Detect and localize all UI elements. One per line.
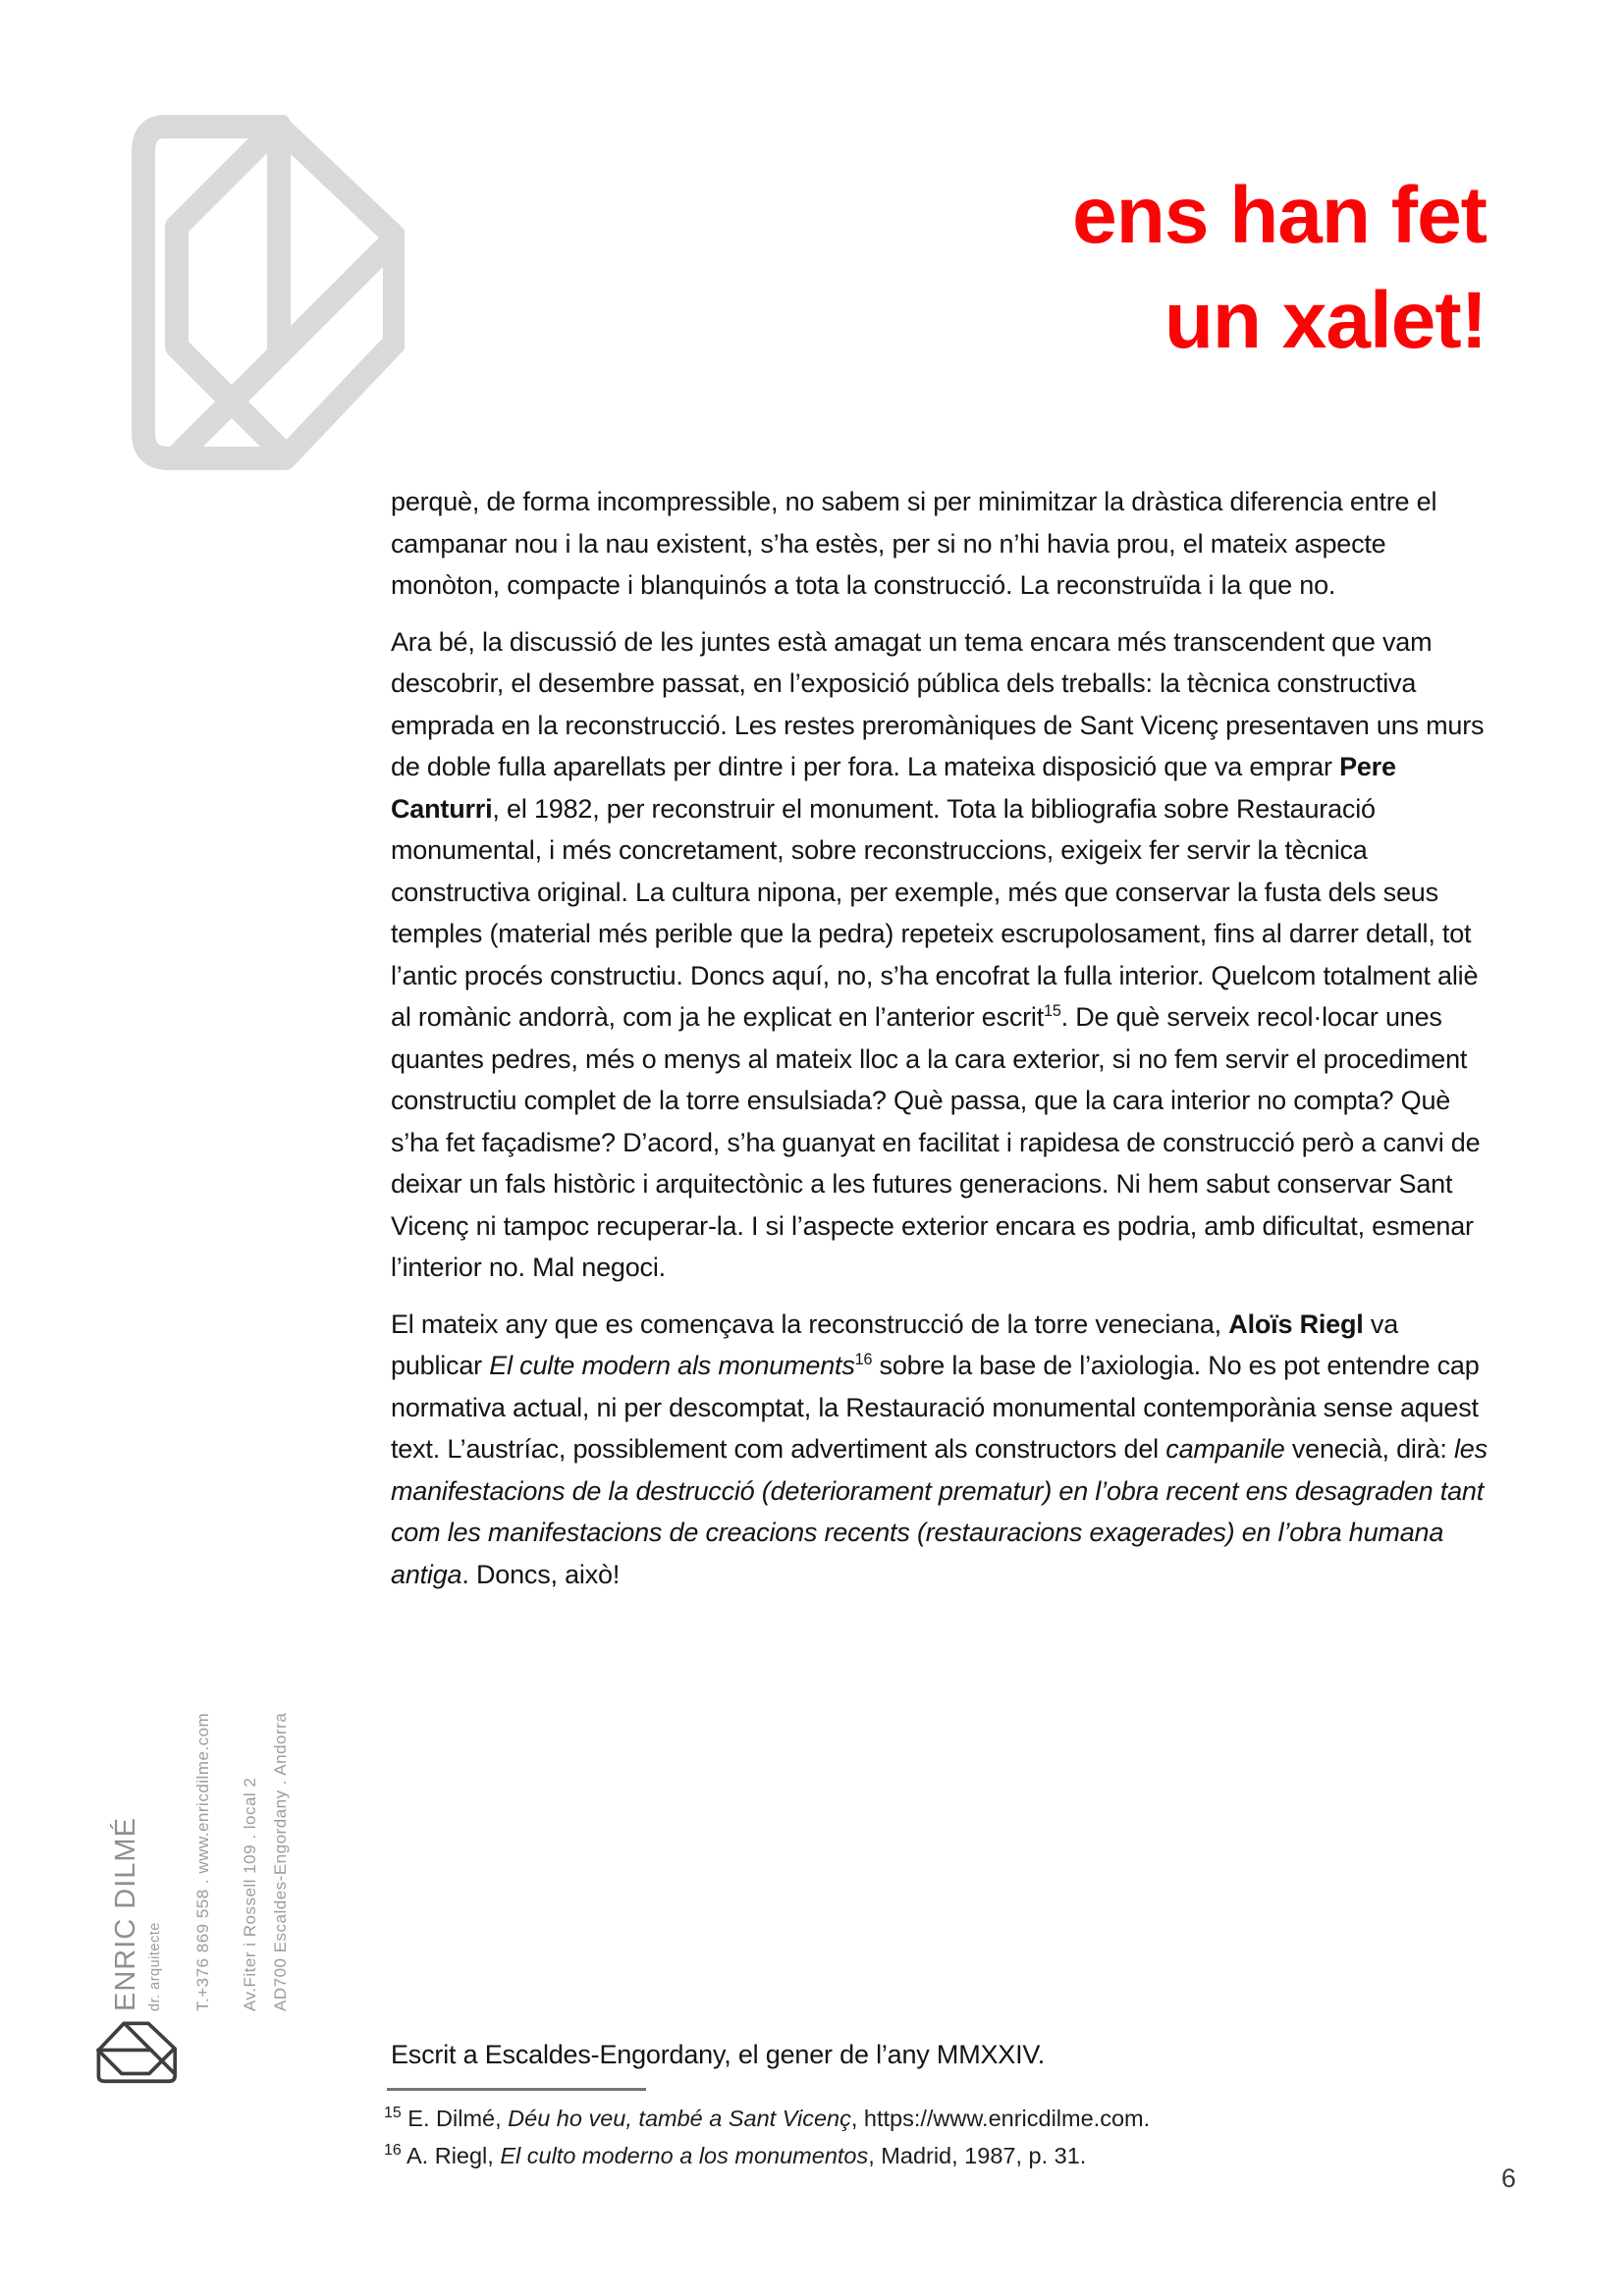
footnote-16-number: 16 bbox=[384, 2141, 402, 2159]
sidebar-architect-name: ENRIC DILMÉ bbox=[110, 1817, 141, 2011]
page-title bbox=[1072, 163, 1487, 373]
page-number: 6 bbox=[1500, 2163, 1516, 2193]
enric-dilme-logo-small-icon bbox=[95, 2021, 180, 2084]
enric-dilme-logo-watermark-icon bbox=[132, 115, 405, 476]
paragraph-3: El mateix any que es començava la reconstrucció de la torre veneciana, Aloïs Riegl va publicar El culte modern als monuments$^{16}$ sobre la base de l’axiologia. No es pot entendre cap normativa actual, ni per descomptat, la Restauració monumental contemporània sense aquest text. L’austríac, possiblement com advertiment als constructors del campanile venecià, dirà: les manifestacions de la destrucció (deteriorament prematur) en l’obra recent ens desagraden tant com les manifestacions de creacions recents (restauracions exagerades) en l’obra humana antiga. Doncs, això! bbox=[391, 1308, 1488, 1589]
body-text bbox=[391, 481, 1488, 1610]
footnotes bbox=[384, 2101, 1150, 2174]
paragraph-2: Ara bé, la discussió de les juntes està amagat un tema encara més transcendent que vam descobrir, el desembre passat, en l’exposició pública dels treballs: la tècnica constructiva emprada en la reconstrucció. Les restes preromàniques de Sant Vicenç presentaven uns murs de doble fulla aparellats per dintre i per fora. La mateixa disposició que va emprar Pere Canturri, el 1982, per reconstruir el monument. Tota la bibliografia sobre Restauració monumental, i més concretament, sobre reconstruccions, exigeix fer servir la tècnica constructiva original. La cultura nipona, per exemple, més que conservar la fusta dels seus temples (material més perible que la pedra) repeteix escrupolosament, fins al darrer detall, tot l’antic procés constructiu. Doncs aquí, no, s’ha encofrat la fulla interior. Quelcom totalment aliè al romànic andorrà, com ja he explicat en l’anterior escrit$^{15}$. De què serveix recol·locar unes quantes pedres, més o menys al mateix lloc a la cara exterior, si no fem servir el procediment constructiu complet de la torre ensulsiada? Què passa, que la cara interior no compta? Què s’ha fet façadisme? D’acord, s’ha guanyat en facilitat i rapidesa de construcció però a canvi de deixar un fals històric i arquitectònic a les futures generacions. Ni hem sabut conservar Sant Vicenç ni tampoc recuperar-la. I si l’aspecte exterior encara es podria, amb dificultat, esmenar l’interior no. Mal negoci. bbox=[391, 626, 1485, 1282]
footnote-16 bbox=[384, 2138, 1150, 2175]
title-line-1: ens han fet bbox=[1072, 171, 1487, 260]
sidebar-contact-street: Av.Fiter i Rossell 109 . local 2 bbox=[241, 1777, 259, 2011]
footnote-separator bbox=[387, 2088, 646, 2091]
logo-watermark-svg bbox=[132, 115, 405, 476]
sidebar-contact-city: AD700 Escaldes-Engordany . Andorra bbox=[271, 1712, 290, 2011]
footnote-16-text: A. Riegl, El culto moderno a los monumentos, Madrid, 1987, p. 31. bbox=[401, 2142, 1087, 2168]
paragraph-1: perquè, de forma incompressible, no sabem si per minimitzar la dràstica diferencia entre el campanar nou i la nau existent, s’ha estès, per si no n’hi havia prou, el mateix aspecte monòton, compacte i blanquinós a tota la construcció. La reconstruïda i la que no. bbox=[391, 487, 1437, 600]
title-line-2: un xalet! bbox=[1164, 276, 1487, 365]
logo-small-svg bbox=[95, 2021, 180, 2084]
sidebar-architect-role: dr. arquitecte bbox=[147, 1922, 163, 2011]
closing-line: Escrit a Escaldes-Engordany, el gener de l’any MMXXIV. bbox=[391, 2040, 1046, 2069]
footnote-15-number: 15 bbox=[384, 2105, 402, 2122]
footnote-15 bbox=[384, 2101, 1150, 2138]
sidebar-contact-phone-web: T.+376 869 558 . www.enricdilme.com bbox=[193, 1712, 212, 2011]
footnote-15-text: E. Dilmé, Déu ho veu, també a Sant Vicenç, https://www.enricdilme.com. bbox=[401, 2106, 1151, 2131]
